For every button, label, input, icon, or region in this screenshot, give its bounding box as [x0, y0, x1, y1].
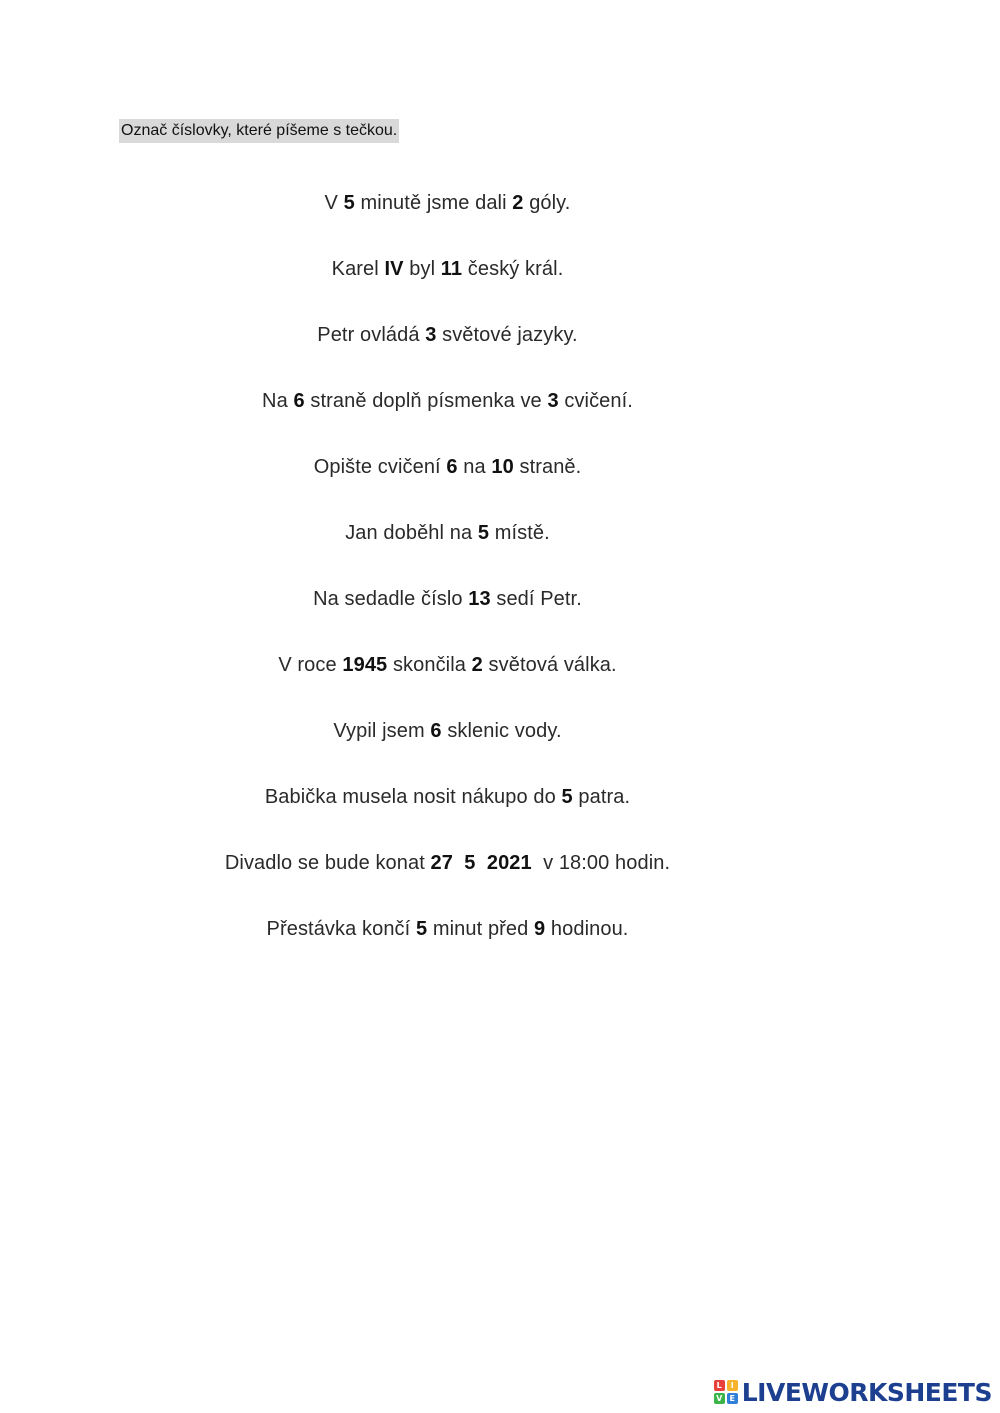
sentence-text: straně. [513, 456, 582, 478]
sentence-text: V roce [278, 654, 343, 676]
sentence-text: V [324, 192, 344, 214]
sentence-text: světová válka. [482, 654, 617, 676]
numeral[interactable]: 6 [430, 720, 442, 742]
sentence-text: na [457, 456, 492, 478]
sentence-text: minut před [427, 918, 535, 940]
numeral[interactable]: 5 [415, 918, 428, 940]
numeral[interactable]: 5 [343, 192, 355, 214]
sentence-text: patra. [572, 786, 631, 808]
numeral[interactable]: IV [384, 258, 404, 280]
logo-cube: I [727, 1380, 738, 1391]
numeral[interactable]: 5 [561, 786, 573, 808]
sentence [0, 846, 895, 912]
sentence-text: Na [262, 390, 294, 412]
numeral[interactable]: 13 [468, 588, 491, 610]
sentence [0, 516, 895, 582]
sentence-text: Přestávka končí [266, 918, 416, 940]
sentence [0, 450, 895, 516]
sentence-text: hodinou. [545, 918, 629, 940]
sentence-text: minutě jsme dali [354, 192, 513, 214]
sentence [0, 318, 895, 384]
sentence-text: straně doplň písmenka ve [304, 390, 548, 412]
numeral[interactable]: 1945 [342, 654, 388, 676]
sentence [0, 582, 895, 648]
logo-text: LIVEWORKSHEETS [741, 1377, 992, 1407]
sentence-text: skončila [387, 654, 472, 676]
sentence [0, 648, 895, 714]
numeral[interactable]: 9 [534, 918, 546, 940]
sentence-list [0, 186, 895, 978]
numeral[interactable]: 6 [446, 456, 458, 478]
logo-cube: V [714, 1393, 725, 1404]
numeral[interactable]: 5 [477, 522, 490, 544]
sentence-text: Babička musela nosit nákupo do [264, 786, 562, 808]
sentence-text: góly. [523, 192, 571, 214]
sentence-text: místě. [489, 522, 550, 544]
logo-cube: E [727, 1393, 738, 1404]
liveworksheets-logo [714, 1377, 992, 1407]
sentence-text: Karel [331, 258, 385, 280]
sentence-text: Opište cvičení [313, 456, 447, 478]
sentence-text: cvičení. [558, 390, 633, 412]
logo-cube: L [714, 1380, 725, 1391]
numeral[interactable]: 3 [425, 324, 437, 346]
sentence [0, 186, 895, 252]
sentence-text: v 18:00 hodin. [531, 852, 671, 874]
sentence-text: Divadlo se bude konat [224, 852, 431, 874]
logo-cubes-icon [714, 1380, 738, 1404]
numeral[interactable]: 11 [440, 258, 463, 280]
sentence-text: sklenic vody. [441, 720, 562, 742]
instruction-text: Označ číslovky, které píšeme s tečkou. [119, 119, 399, 143]
sentence-text: Na sedadle číslo [313, 588, 469, 610]
numeral[interactable]: 27 5 2021 [430, 852, 532, 874]
numeral[interactable]: 6 [293, 390, 305, 412]
sentence [0, 912, 895, 978]
sentence-text: Vypil jsem [333, 720, 431, 742]
sentence [0, 384, 895, 450]
numeral[interactable]: 2 [512, 192, 524, 214]
numeral[interactable]: 3 [547, 390, 559, 412]
sentence [0, 252, 895, 318]
sentence-text: světové jazyky. [436, 324, 578, 346]
numeral[interactable]: 10 [491, 456, 514, 478]
sentence-text: sedí Petr. [490, 588, 582, 610]
sentence-text: Jan doběhl na [345, 522, 478, 544]
sentence-text: byl [403, 258, 441, 280]
sentence-text: český král. [462, 258, 564, 280]
sentence [0, 714, 895, 780]
sentence [0, 780, 895, 846]
sentence-text: Petr ovládá [317, 324, 426, 346]
numeral[interactable]: 2 [471, 654, 483, 676]
